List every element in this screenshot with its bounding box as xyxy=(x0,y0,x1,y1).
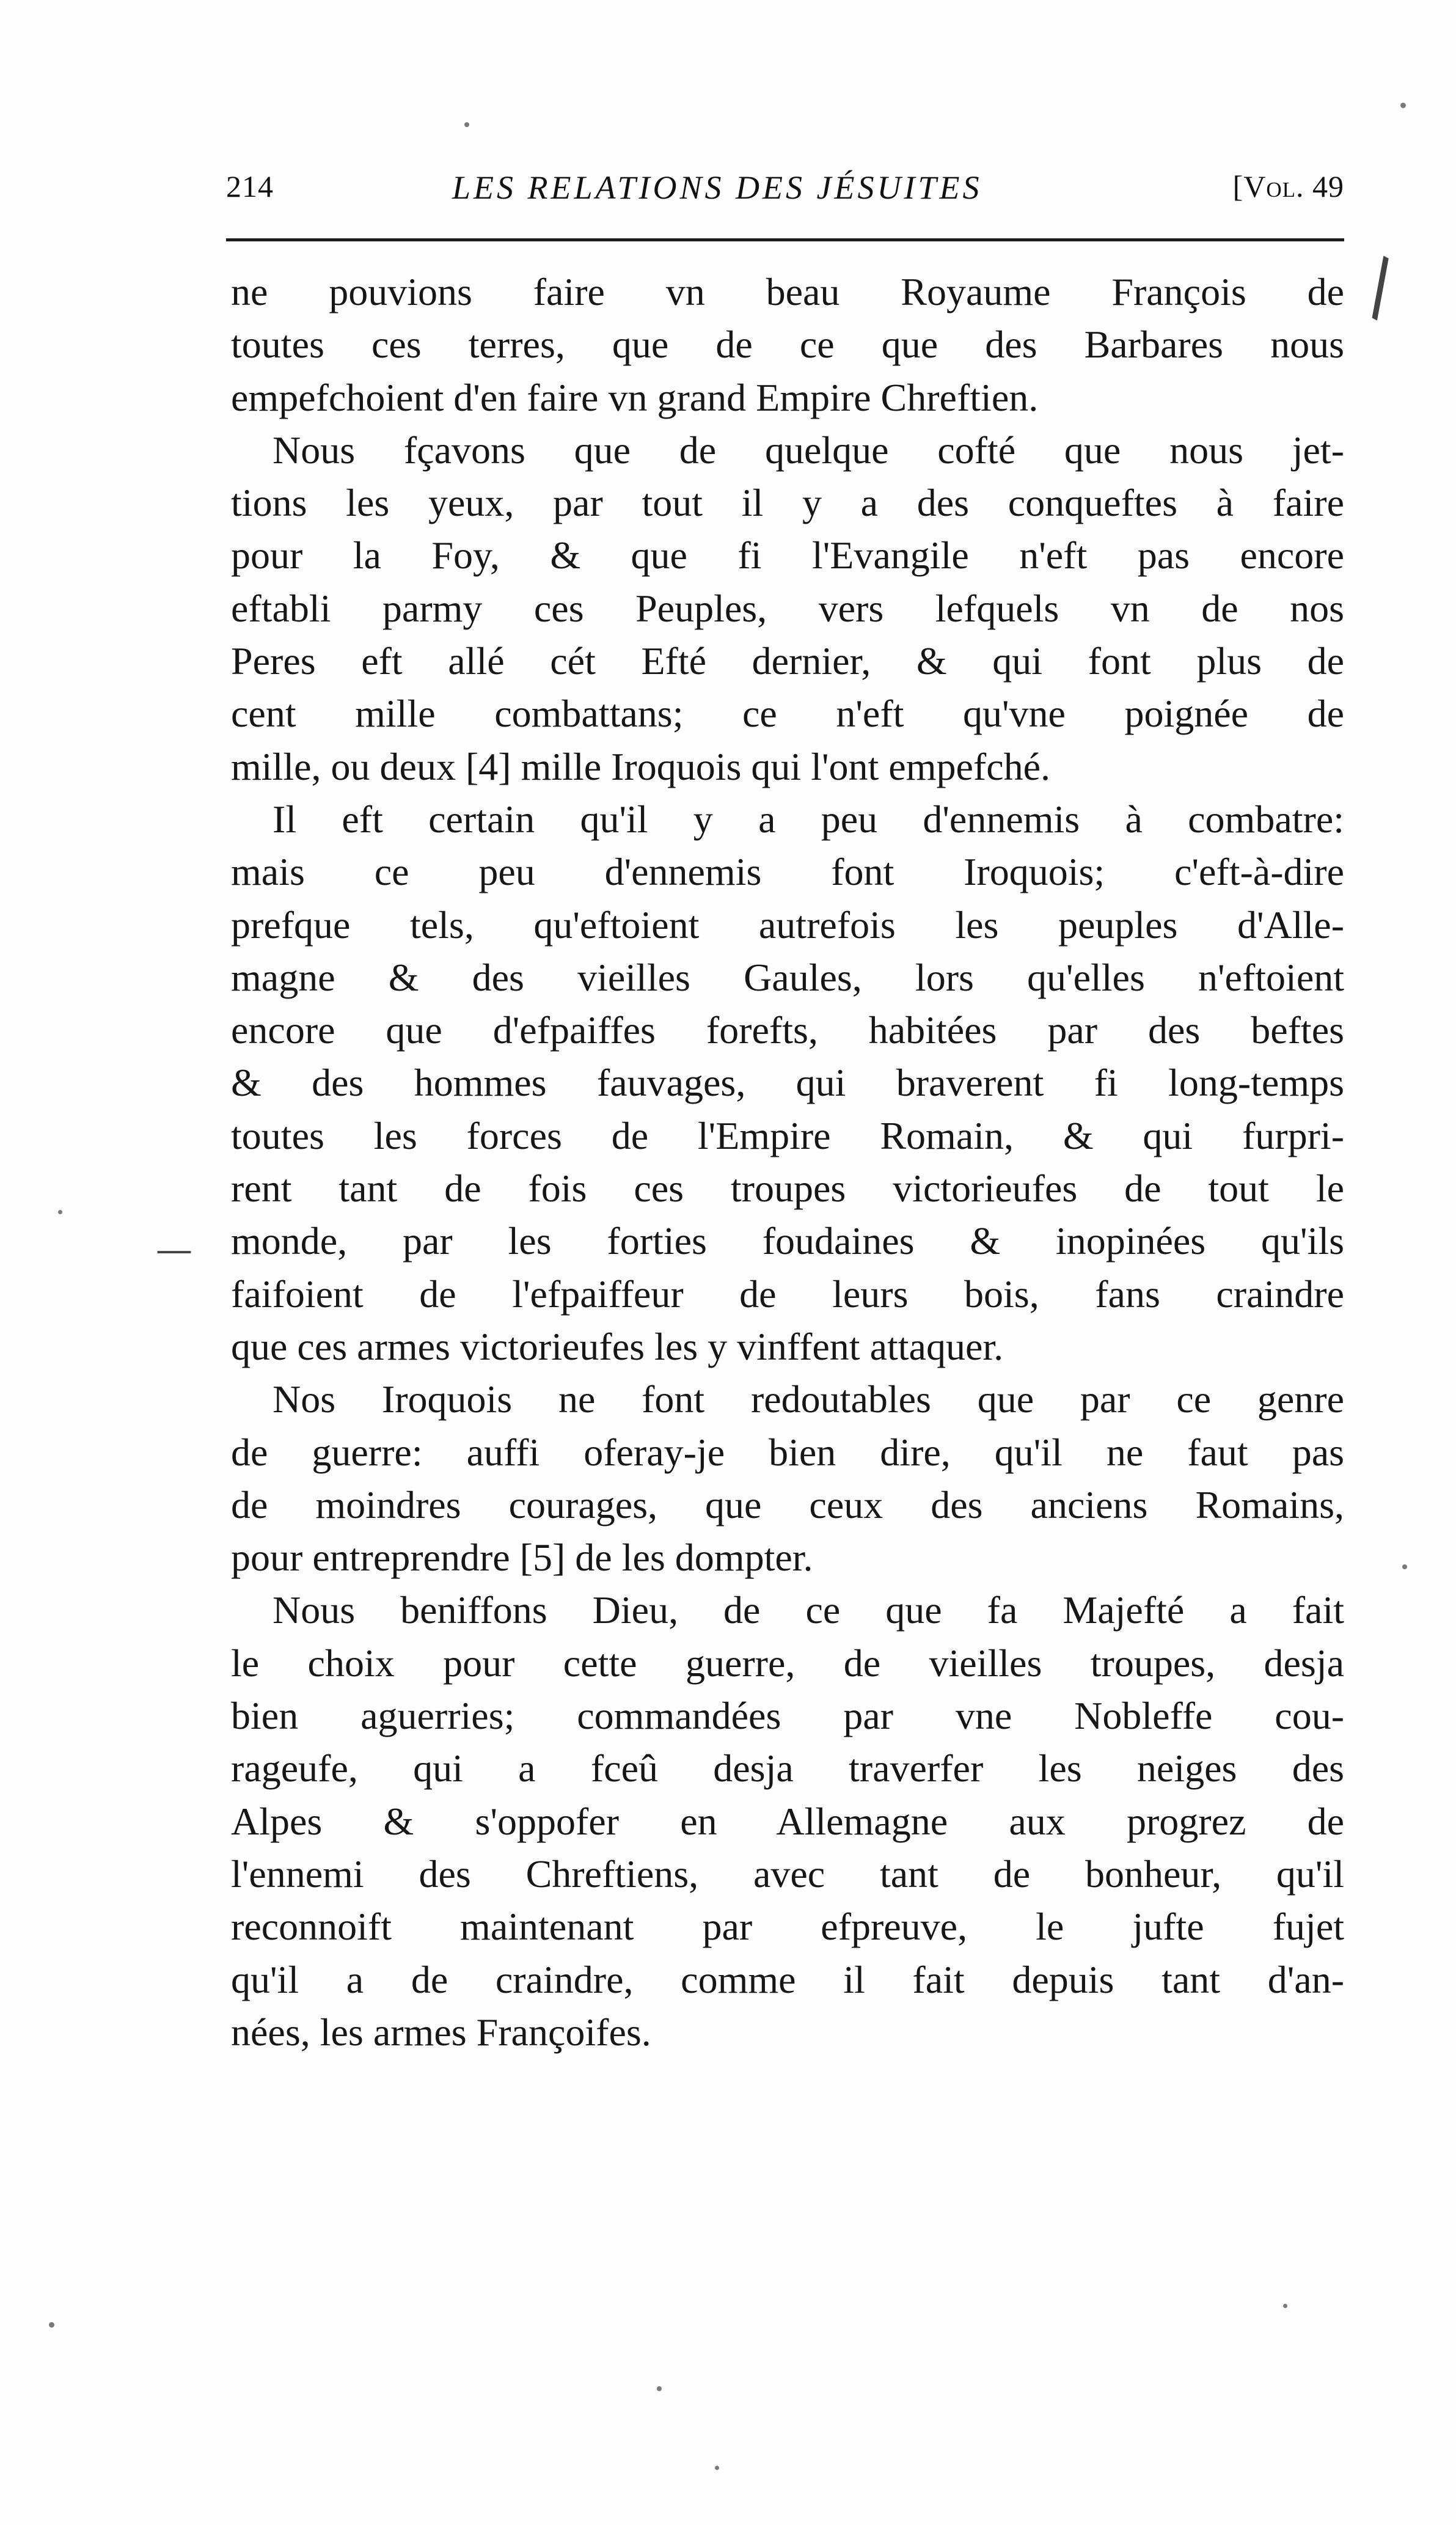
text-line: & des hommes fauvages, qui braverent fi long-temps xyxy=(231,1061,1344,1105)
text-line: que ces armes victorieufes les y vinffent attaquer. xyxy=(231,1324,1004,1368)
paragraph-start-line: Nous fçavons que de quelque cofté que nous jet- xyxy=(273,428,1344,472)
text-line: faifoient de l'efpaiffeur de leurs bois, fans craindre xyxy=(231,1272,1344,1316)
text-line: magne & des vieilles Gaules, lors qu'elles n'eftoient xyxy=(231,955,1344,999)
body-text xyxy=(231,266,1344,2059)
text-line: tions les yeux, par tout il y a des conqueftes à faire xyxy=(231,481,1344,525)
text-line: toutes les forces de l'Empire Romain, & qui furpri- xyxy=(231,1113,1344,1157)
text-line: empefchoient d'en faire vn grand Empire Chreftien. xyxy=(231,375,1039,419)
text-line: qu'il a de craindre, comme il fait depuis tant d'an- xyxy=(231,1957,1344,2001)
volume-label: [Vol. 49 xyxy=(1232,169,1344,203)
margin-dash-mark: — xyxy=(156,1228,192,1271)
text-line: pour la Foy, & que fi l'Evangile n'eft pas encore xyxy=(231,533,1344,577)
running-head xyxy=(226,169,1344,211)
scan-speck xyxy=(1283,2304,1287,2308)
text-line: cent mille combattans; ce n'eft qu'vne poignée de xyxy=(231,692,1344,736)
scan-speck xyxy=(715,2466,719,2470)
scan-speck xyxy=(49,2322,54,2328)
text-line: eftabli parmy ces Peuples, vers lefquels vn de nos xyxy=(231,586,1344,630)
text-line: prefque tels, qu'eftoient autrefois les peuples d'Alle- xyxy=(231,903,1344,947)
text-line: mais ce peu d'ennemis font Iroquois; c'eft-à-dire xyxy=(231,850,1344,894)
scan-speck xyxy=(58,1210,62,1214)
text-line: monde, par les forties foudaines & inopinées qu'ils xyxy=(231,1219,1344,1263)
header-rule xyxy=(226,238,1344,241)
margin-bracket-mark: \ xyxy=(1350,243,1412,331)
text-line: rageufe, qui a fceû desja traverfer les neiges des xyxy=(231,1746,1344,1790)
text-line: l'ennemi des Chreftiens, avec tant de bonheur, qu'il xyxy=(231,1852,1344,1896)
text-line: toutes ces terres, que de ce que des Barbares nous xyxy=(231,323,1344,367)
text-line: ne pouvions faire vn beau Royaume François de xyxy=(231,270,1344,313)
text-line: bien aguerries; commandées par vne Nobleffe cou- xyxy=(231,1694,1344,1738)
text-line: mille, ou deux [4] mille Iroquois qui l'ont empefché. xyxy=(231,744,1050,788)
scan-speck xyxy=(1400,103,1406,108)
text-line: encore que d'efpaiffes forefts, habitées par des beftes xyxy=(231,1008,1344,1052)
paragraph-start-line: Il eft certain qu'il y a peu d'ennemis à combatre: xyxy=(273,797,1344,841)
text-line: pour entreprendre [5] de les dompter. xyxy=(231,1536,813,1580)
running-title: LES RELATIONS DES JÉSUITES xyxy=(452,169,982,206)
text-line: reconnoift maintenant par efpreuve, le jufte fujet xyxy=(231,1905,1344,1949)
text-line: de moindres courages, que ceux des anciens Romains, xyxy=(231,1482,1344,1526)
scan-speck xyxy=(1402,1564,1407,1569)
paragraph-start-line: Nous beniffons Dieu, de ce que fa Majefté a fait xyxy=(273,1588,1344,1632)
text-line: de guerre: auffi oferay-je bien dire, qu'il ne faut pas xyxy=(231,1430,1344,1474)
scan-speck xyxy=(657,2386,662,2391)
text-line: le choix pour cette guerre, de vieilles troupes, desja xyxy=(231,1641,1344,1685)
text-line: Alpes & s'oppofer en Allemagne aux progrez de xyxy=(231,1799,1344,1843)
scan-speck xyxy=(464,122,469,127)
text-line: rent tant de fois ces troupes victorieufes de tout le xyxy=(231,1167,1344,1211)
text-line: Peres eft allé cét Efté dernier, & qui font plus de xyxy=(231,639,1344,683)
paragraph-start-line: Nos Iroquois ne font redoutables que par ce genre xyxy=(273,1377,1344,1421)
text-line: nées, les armes Françoifes. xyxy=(231,2010,651,2054)
page-number: 214 xyxy=(226,169,274,203)
